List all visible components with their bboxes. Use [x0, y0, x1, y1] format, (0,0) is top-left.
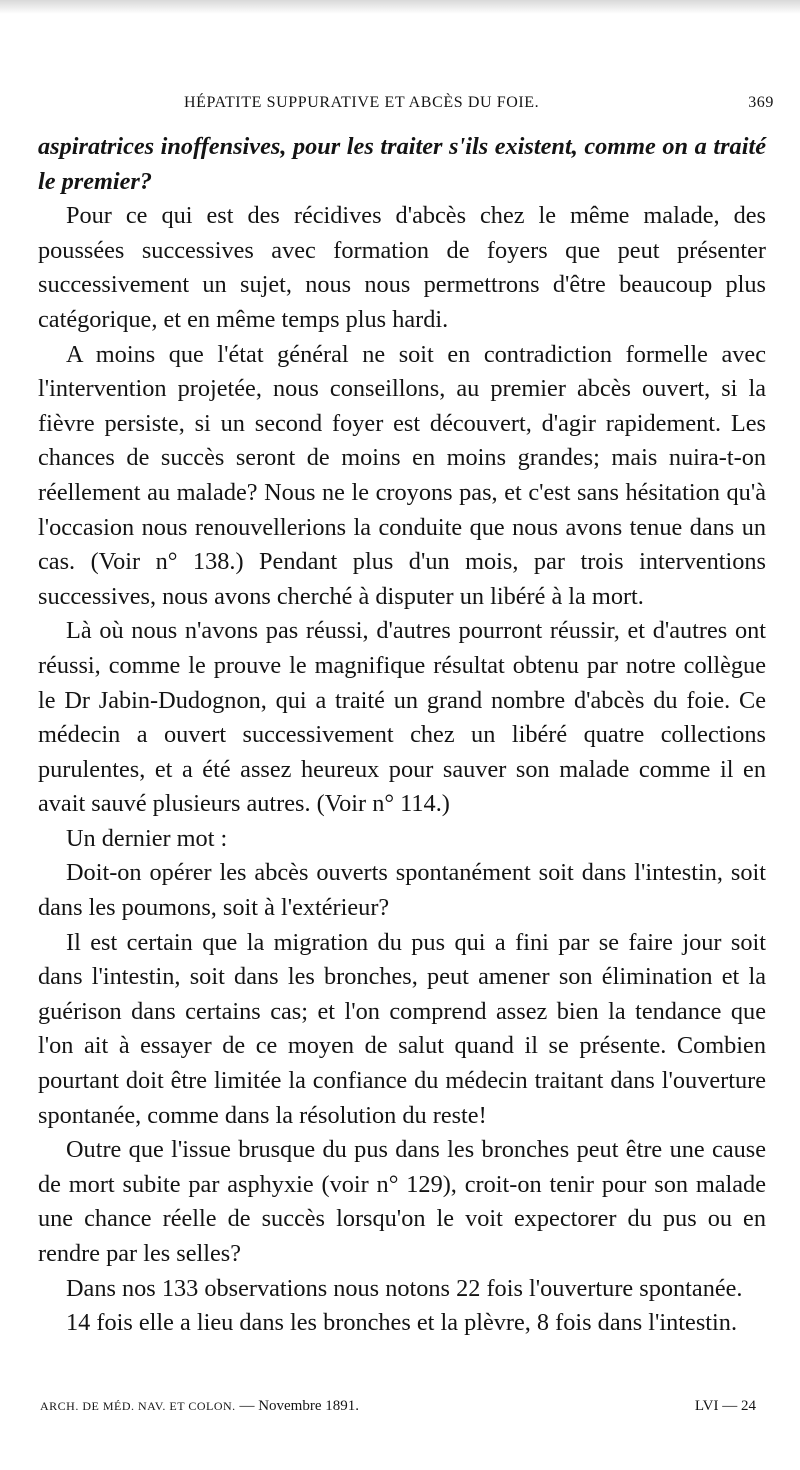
footer-citation [40, 1398, 359, 1415]
body-text [38, 130, 766, 1341]
running-title: HÉPATITE SUPPURATIVE ET ABCÈS DU FOIE. [184, 94, 540, 111]
issue-date: — Novembre 1891. [239, 1398, 359, 1414]
paragraph: A moins que l'état général ne soit en contradiction formelle avec l'intervention projetée, nous conseillons, au premier abcès ouvert, si la fièvre persiste, si un second foyer est découvert, d'agir rapidement. Les chances de succès seront de moins en moins grandes; mais nuira-t-on réellement au malade? Nous ne le croyons pas, et c'est sans hésitation qu'à l'occasion nous renouvellerions la conduite que nous avons tenue dans un cas. (Voir n° 138.) Pendant plus d'un mois, par trois interventions successives, nous avons cherché à disputer un libéré à la mort. [38, 340, 766, 610]
paragraph: Il est certain que la migration du pus qui a fini par se faire jour soit dans l'intestin, soit dans les bronches, peut amener son élimination et la guérison dans certains cas; et l'on comprend assez bien la tendance que l'on ait à essayer de ce moyen de salut quand il se présente. Combien pourtant doit être limitée la confiance du médecin traitant dans l'ouverture spontanée, comme dans la résolution du reste! [38, 928, 766, 1129]
paragraph: aspiratrices inoffensives, pour les traiter s'ils existent, comme on a traité le premier? [38, 133, 766, 195]
journal-name: ARCH. DE MÉD. NAV. ET COLON. [40, 1399, 236, 1413]
signature-mark: LVI — 24 [694, 1398, 756, 1414]
paragraph: Dans nos 133 observations nous notons 22 fois l'ouverture spontanée. [66, 1274, 743, 1302]
paragraph: 14 fois elle a lieu dans les bronches et la plèvre, 8 fois dans l'intestin. [66, 1309, 738, 1337]
paragraph: Là où nous n'avons pas réussi, d'autres pourront réussir, et d'autres ont réussi, comme le prouve le magnifique résultat obtenu par notre collègue le Dr Jabin-Dudognon, qui a traité un grand nombre d'abcès du foie. Ce médecin a ouvert successivement chez un libéré quatre collections purulentes, et a été assez heureux pour sauver son malade comme il en avait sauvé plusieurs autres. (Voir n° 114.) [38, 617, 766, 818]
running-header [36, 90, 776, 120]
page-number: 369 [748, 94, 774, 111]
page-footer [40, 1392, 760, 1420]
paragraph: Outre que l'issue brusque du pus dans les bronches peut être une cause de mort subite par asphyxie (voir n° 129), croit-on tenir pour son malade une chance réelle de succès lorsqu'on le voit expectorer du pus ou en rendre par les selles? [38, 1136, 766, 1267]
paragraph: Un dernier mot : [66, 824, 228, 852]
paragraph: Doit-on opérer les abcès ouverts spontanément soit dans l'intestin, soit dans les poumons, soit à l'extérieur? [38, 859, 766, 922]
paragraph: Pour ce qui est des récidives d'abcès chez le même malade, des poussées successives avec formation de foyers que peut présenter successivement un sujet, nous nous permettrons d'être beaucoup plus catégorique, et en même temps plus hardi. [38, 202, 766, 333]
